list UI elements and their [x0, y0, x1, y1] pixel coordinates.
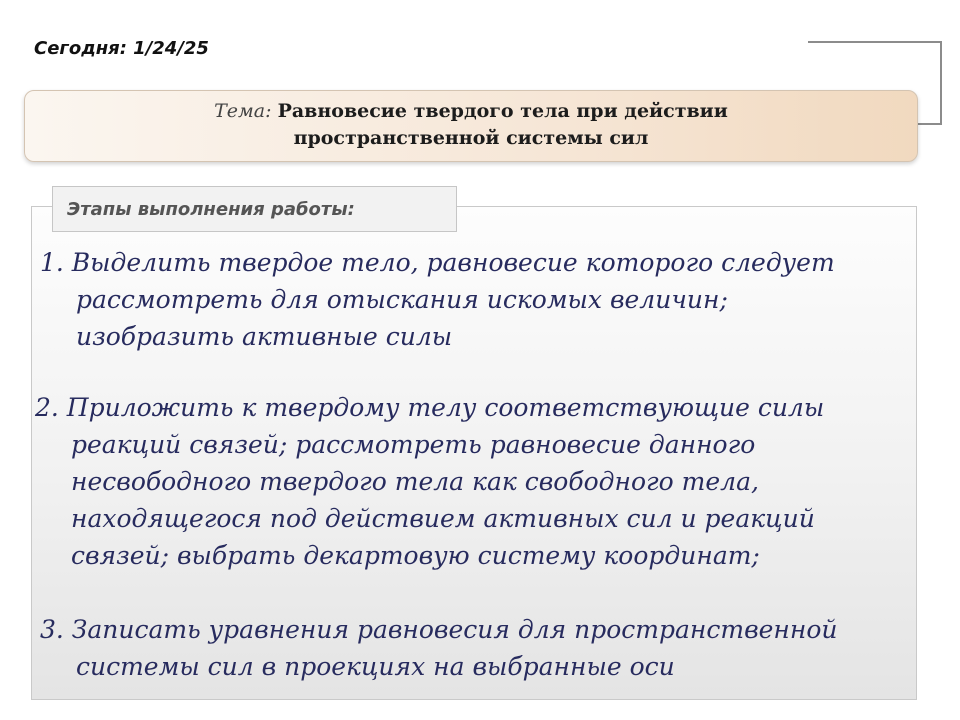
step-2-line-3: несвободного твердого тела как свободного тела,: [71, 467, 759, 496]
step-2-line-5: связей; выбрать декартовую систему координат;: [71, 541, 760, 570]
topic-banner: [24, 90, 918, 162]
step-1-line-3: изобразить активные силы: [76, 322, 453, 351]
topic-line-1: [25, 98, 917, 125]
step-1-line-1: 1. Выделить твердое тело, равновесие которого следует: [40, 248, 835, 277]
step-1-line-2: рассмотреть для отыскания искомых величин;: [76, 285, 728, 314]
stages-header: Этапы выполнения работы:: [52, 186, 457, 232]
step-2-line-1: 2. Приложить к твердому телу соответствующие силы: [35, 393, 825, 422]
topic-title-line-2: пространственной системы сил: [293, 127, 649, 149]
step-item-2: [35, 389, 824, 574]
step-item-1: [40, 244, 835, 355]
topic-title-line-1: Равновесие твердого тела при действии: [277, 100, 728, 122]
topic-label: Тема:: [214, 100, 272, 122]
step-3-line-1: 3. Записать уравнения равновесия для пространственной: [40, 615, 838, 644]
step-2-line-2: реакций связей; рассмотреть равновесие данного: [71, 430, 756, 459]
step-2-line-4: находящегося под действием активных сил и реакций: [71, 504, 815, 533]
step-item-3: [40, 611, 838, 685]
date-label: Сегодня: 1/24/25: [34, 38, 209, 59]
step-3-line-2: системы сил в проекциях на выбранные оси: [76, 652, 675, 681]
